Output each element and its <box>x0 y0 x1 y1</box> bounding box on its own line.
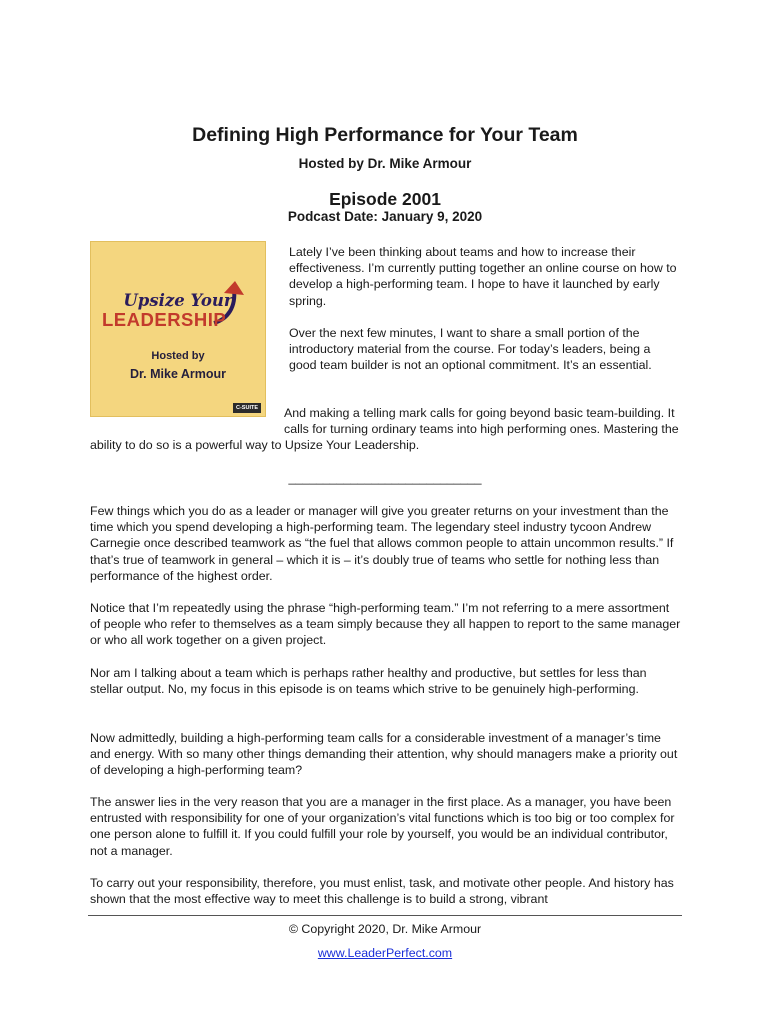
body-paragraph: Now admittedly, building a high-performing team calls for a considerable investment of a manager’s time and energy. With so many other things demanding their attention, why should managers make a priority out of developing a high-performing team? <box>90 731 678 778</box>
cover-hosted-label: Hosted by <box>151 350 205 362</box>
podcast-date: Podcast Date: January 9, 2020 <box>287 209 483 224</box>
page-title: Defining High Performance for Your Team <box>192 124 578 146</box>
copyright-notice: © Copyright 2020, Dr. Mike Armour <box>288 922 482 936</box>
episode-heading: Episode 2001 <box>329 189 441 209</box>
c-suite-logo: C-SUITE <box>233 403 261 413</box>
body-paragraph: Few things which you do as a leader or manager will give you greater returns on your investment than the time which you spend developing a high-performing team. The legendary steel industry tycoon Andrew Carnegie once described teamwork as “the fuel that allows common people to attain uncommon results.” If that’s true of teamwork in general – which it is – it’s doubly true of teams who settle for nothing less than performance of the highest order. <box>90 504 674 583</box>
podcast-cover-image <box>90 241 266 417</box>
footer-rule <box>88 915 682 916</box>
float-spacer <box>90 405 284 437</box>
intro-paragraph-2: Over the next few minutes, I want to share a small portion of the introductory material from the course. For today’s leaders, being a good team builder is not an optional commitment. It’s an essential. <box>289 326 652 373</box>
intro-paragraph-1: Lately I’ve been thinking about teams and how to increase their effectiveness. I’m currently putting together an online course on how to develop a high-performing team. I hope to have it launched by early spring. <box>289 245 677 308</box>
body-paragraph: To carry out your responsibility, therefore, you must enlist, task, and motivate other people. And history has shown that the most effective way to meet this challenge is to build a strong, vibrant <box>90 876 674 907</box>
intro-paragraph-3-container <box>90 405 682 454</box>
cover-brand-line1: Upsize Your <box>123 291 233 310</box>
body-paragraph: Notice that I’m repeatedly using the phrase “high-performing team.” I’m not referring to a mere assortment of people who refer to themselves as a team simply because they all happen to report to the same manager or who all work together on a given project. <box>90 601 681 648</box>
website-link[interactable]: www.LeaderPerfect.com <box>317 946 453 960</box>
body-paragraph: The answer lies in the very reason that you are a manager in the first place. As a manager, you have been entrusted with responsibility for one of your organization’s vital functions which is too big or too complex for one person alone to fulfill it. If you could fulfill your role by yourself, you would be an individual contributor, not a manager. <box>90 795 675 858</box>
cover-host-name: Dr. Mike Armour <box>129 367 227 381</box>
intro-paragraph-3: And making a telling mark calls for going beyond basic team-building. It calls for turning ordinary teams into high performing ones. Mastering the ability to do so is a powerful way to Upsize Your Leadership. <box>90 406 679 453</box>
body-paragraph: Nor am I talking about a team which is perhaps rather healthy and productive, but settles for less than stellar output. No, my focus in this episode is on teams which strive to be genuinely high-performing. <box>90 666 647 697</box>
cover-brand-line2: LEADERSHIP <box>102 309 227 330</box>
host-line: Hosted by Dr. Mike Armour <box>298 156 472 171</box>
section-separator: ____________________________ <box>288 471 482 485</box>
